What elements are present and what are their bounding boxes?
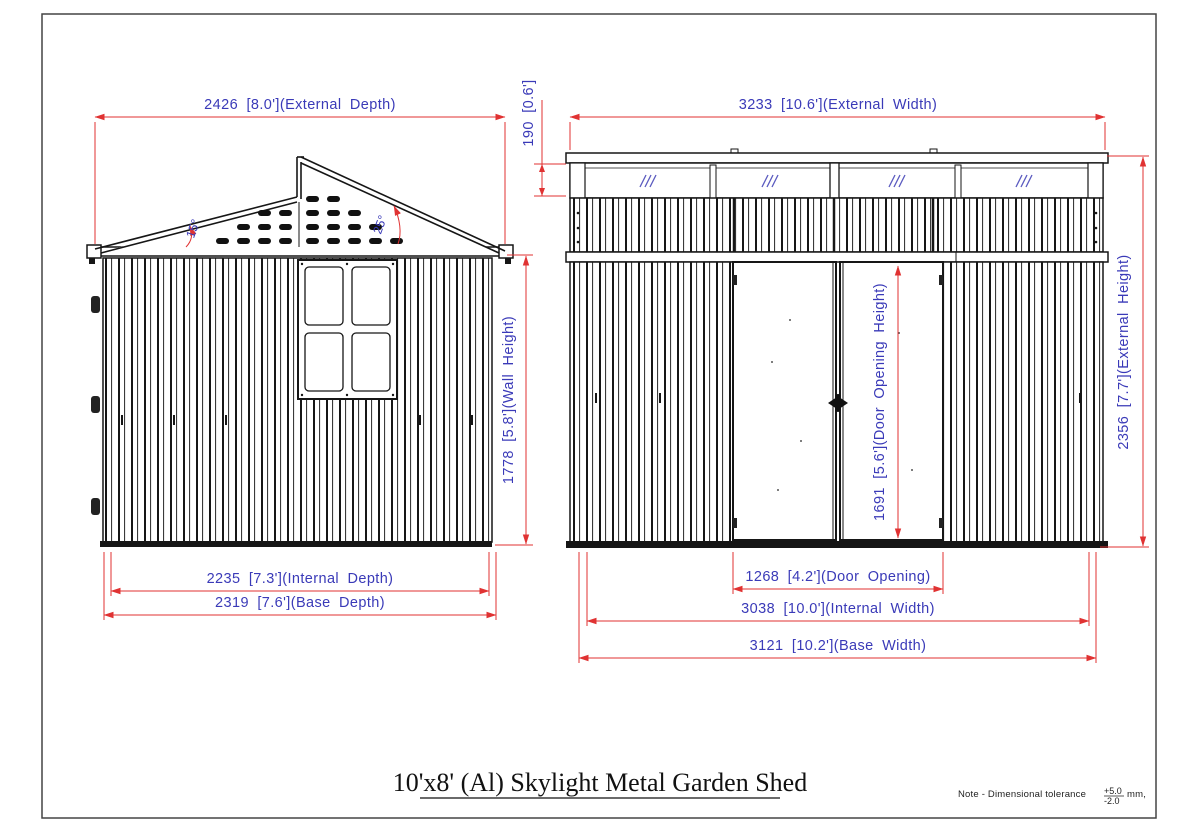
- note-tolerance-minus: -2.0: [1104, 796, 1120, 806]
- external-depth-label: 2426 [8.0'](External Depth): [204, 97, 396, 113]
- front-wall-left: [570, 262, 733, 542]
- internal-depth-label: 2235 [7.3'](Internal Depth): [206, 571, 394, 587]
- note-text: Note - Dimensional tolerance: [958, 789, 1087, 800]
- internal-width-label: 3038 [10.0'](Internal Width): [741, 601, 935, 617]
- title-block: [393, 768, 807, 798]
- external-height-label: 2356 [7.7'](External Height): [1116, 254, 1132, 450]
- base-depth-label: 2319 [7.6'](Base Depth): [215, 595, 385, 611]
- front-base: [566, 541, 1108, 548]
- side-base: [100, 541, 492, 547]
- door-right: [840, 262, 943, 540]
- note-tolerance-plus: +5.0: [1104, 786, 1122, 796]
- skylight-band: [570, 163, 1103, 198]
- roof-angle-right-label: 25°: [370, 213, 391, 236]
- lintel-rail: [566, 252, 1108, 262]
- external-width-label: 3233 [10.6'](External Width): [738, 97, 938, 113]
- wall-height-label: 1778 [5.8'](Wall Height): [501, 315, 517, 485]
- page-title: 10'x8' (Al) Skylight Metal Garden Shed: [392, 768, 808, 797]
- roof-angle-left-label: 15°: [183, 217, 204, 240]
- note-unit: mm,: [1127, 789, 1147, 800]
- side-window: [298, 260, 397, 399]
- base-width-label: 3121 [10.2'](Base Width): [749, 638, 927, 654]
- skylight-height-label: 190 [0.6']: [521, 79, 537, 147]
- door-opening-height-label: 1691 [5.6'](Door Opening Height): [872, 283, 888, 521]
- door-left: [733, 262, 836, 540]
- door-opening-label: 1268 [4.2'](Door Opening): [745, 569, 931, 585]
- upper-panel-band: [570, 198, 1103, 252]
